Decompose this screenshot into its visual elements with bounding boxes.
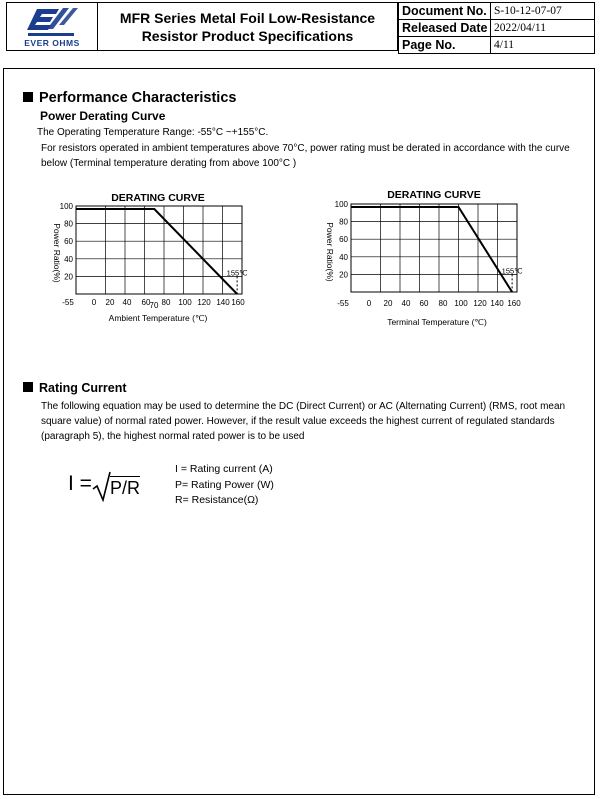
y-tick-label: 60 (64, 237, 73, 247)
y-axis-label: Power Ratio(%) (52, 223, 62, 283)
rating-current-title-text: Rating Current (39, 381, 127, 395)
square-root-icon (92, 470, 112, 502)
y-tick-label: 100 (334, 200, 348, 209)
ever-ohms-logo-icon (7, 5, 97, 39)
x-tick-label: 40 (122, 298, 132, 307)
meta-label: Page No. (399, 37, 491, 54)
x-tick-label: 60 (141, 298, 151, 307)
definition-resistance: R= Resistance(Ω) (175, 494, 259, 506)
power-derating-subtitle: Power Derating Curve (40, 109, 166, 123)
y-tick-label: 100 (59, 202, 73, 211)
derating-curve-line (76, 209, 237, 294)
meta-label: Released Date (399, 20, 491, 37)
meta-row (399, 3, 595, 20)
formula-radicand: P/R (110, 478, 141, 498)
meta-label: Document No. (399, 3, 491, 20)
x-tick-label: 40 (401, 299, 411, 308)
formula-lhs: I = (68, 472, 92, 495)
chart-title: DERATING CURVE (387, 189, 481, 201)
company-logo (6, 2, 98, 51)
y-tick-label: 80 (339, 217, 348, 227)
meta-row (399, 37, 595, 54)
chart-grid (76, 206, 242, 294)
temperature-annotation: 155℃ (501, 266, 523, 276)
x-tick-label: 80 (438, 299, 448, 308)
x-tick-label: 60 (419, 299, 429, 308)
x-tick-label: 0 (91, 298, 97, 307)
x-tick-label: 80 (161, 298, 171, 307)
temperature-annotation: 155℃ (226, 268, 248, 278)
x-tick-label: 160 (507, 299, 521, 308)
x-tick-label: 160 (231, 298, 245, 307)
square-bullet-icon (23, 382, 33, 392)
document-meta-table (398, 2, 595, 54)
terminal-derating-chart (319, 182, 531, 330)
meta-value: 2022/04/11 (491, 20, 595, 37)
meta-value: S-10-12-07-07 (491, 3, 595, 20)
document-header (6, 2, 595, 51)
y-tick-label: 20 (64, 272, 73, 282)
x-tick-label: 20 (383, 299, 393, 308)
y-tick-label: 40 (339, 252, 348, 262)
ambient-derating-chart (46, 186, 258, 330)
x-tick-label: 100 (178, 298, 192, 307)
x-tick-label: 120 (197, 298, 211, 307)
temperature-range-text: The Operating Temperature Range: -55°C ~+155°C. (37, 127, 269, 138)
x-tick-label: 140 (216, 298, 230, 307)
x-axis-label: Terminal Temperature (℃) (387, 317, 487, 327)
chart-title: DERATING CURVE (111, 192, 205, 204)
y-tick-label: 80 (64, 219, 73, 229)
y-tick-label: 40 (64, 254, 73, 264)
x-tick-label: 20 (105, 298, 115, 307)
square-bullet-icon (23, 92, 33, 102)
meta-row (399, 20, 595, 37)
formula-definitions (175, 462, 274, 509)
x-tick-label: 0 (366, 299, 372, 308)
rating-current-description: The following equation may be used to determine the DC (Direct Current) or AC (Alternating Current) (RMS, root mean square value) of normal rated power. However, if the result value exceeds the highest current of regulated standards (paragraph 5), the highest normal rated power is to be used (41, 401, 566, 442)
x-tick-label: -55 (337, 299, 349, 308)
document-title (98, 2, 398, 51)
derating-curve-line (351, 207, 512, 292)
y-tick-label: 60 (339, 235, 348, 245)
x-axis-label: Ambient Temperature (℃) (108, 313, 208, 323)
derating-description: For resistors operated in ambient temperatures above 70°C, power rating must be derated in accordance with the curve below (Terminal temperature derating from above 100°C ) (41, 143, 570, 169)
chart-grid (351, 204, 517, 292)
x-tick-label: 140 (490, 299, 504, 308)
x-tick-label: 120 (473, 299, 487, 308)
rating-current-section-title (23, 381, 127, 395)
performance-section-title (23, 90, 236, 106)
x-tick-label: 70 (149, 301, 159, 310)
definition-power: P= Rating Power (W) (175, 478, 274, 491)
definition-current: I = Rating current (A) (175, 463, 273, 475)
y-axis-label: Power Ratio(%) (325, 222, 335, 282)
performance-title-text: Performance Characteristics (39, 90, 237, 106)
y-tick-label: 20 (339, 270, 348, 280)
x-tick-label: 100 (454, 299, 468, 308)
rating-current-formula (68, 470, 158, 504)
title-line-1: MFR Series Metal Foil Low-Resistance (119, 9, 376, 26)
logo-text: EVER OHMS (24, 38, 80, 48)
meta-value: 4/11 (491, 37, 595, 54)
x-tick-label: -55 (62, 298, 74, 307)
title-line-2: Resistor Product Specifications (141, 27, 354, 44)
